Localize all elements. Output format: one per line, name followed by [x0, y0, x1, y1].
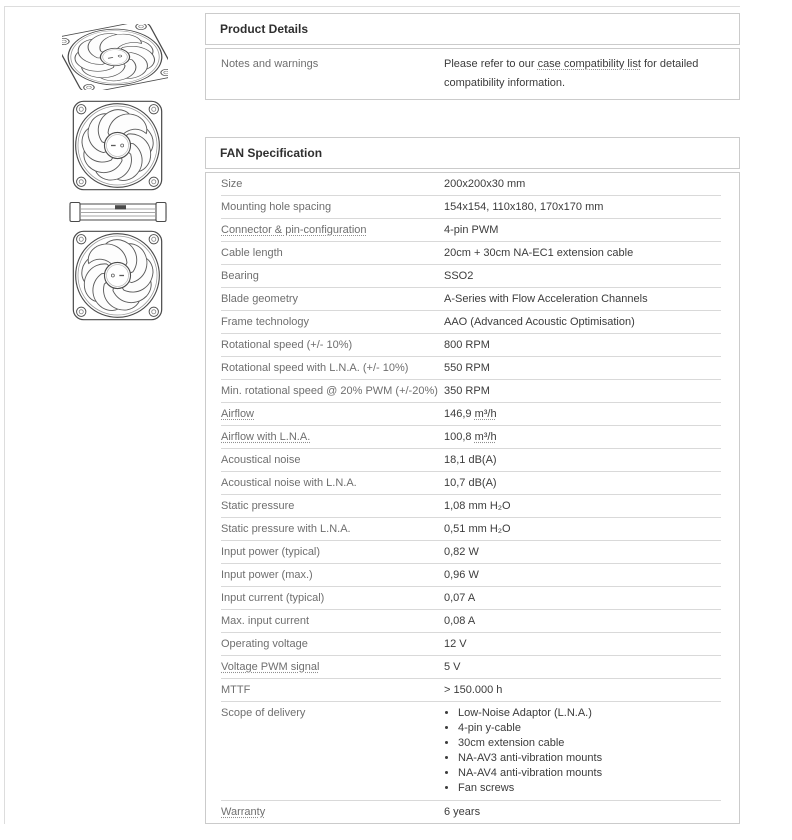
delivery-item: • 30cm extension cable	[458, 736, 721, 751]
spec-row	[221, 564, 721, 587]
spec-label-cell	[221, 357, 444, 379]
spec-value-cell	[444, 702, 721, 800]
product-details-body	[205, 48, 740, 100]
value-text: 6 years	[444, 806, 481, 818]
spec-value-cell	[444, 495, 721, 517]
spec-row	[221, 311, 721, 334]
spec-value-cell	[444, 449, 721, 471]
spec-value-cell	[444, 403, 721, 425]
value-text: 5 V	[444, 661, 461, 673]
value-text: for detailed compatibility information.	[444, 58, 699, 89]
spec-value-cell	[444, 242, 721, 264]
section-title: Product Details	[220, 22, 309, 36]
spec-label: Static pressure with L.N.A.	[221, 523, 351, 535]
fan-specification-header	[205, 137, 740, 169]
spec-value-cell	[444, 173, 721, 195]
spec-row	[221, 518, 721, 541]
spec-label: Bearing	[221, 270, 259, 282]
spec-label: Rotational speed with L.N.A. (+/- 10%)	[221, 362, 409, 374]
spec-row	[221, 495, 721, 518]
value-text: > 150.000 h	[444, 684, 503, 696]
value-text: 20cm + 30cm NA-EC1 extension cable	[444, 247, 634, 259]
spec-row	[221, 679, 721, 702]
value-text: 154x154, 110x180, 170x170 mm	[444, 201, 604, 213]
spec-row	[221, 472, 721, 495]
spec-row	[221, 587, 721, 610]
spec-label-tooltip-link[interactable]: Warranty	[221, 806, 266, 818]
spec-label-tooltip-link[interactable]: Airflow	[221, 408, 255, 420]
spec-label-cell	[221, 311, 444, 333]
spec-row	[221, 380, 721, 403]
spec-label: Notes and warnings	[221, 58, 319, 70]
delivery-item: • NA-AV4 anti-vibration mounts	[458, 766, 721, 781]
value-text: 18,1 dB(A)	[444, 454, 497, 466]
value-text: 100,8	[444, 431, 475, 443]
spec-value-cell	[444, 55, 721, 93]
value-text: 550 RPM	[444, 362, 490, 374]
spec-row	[221, 801, 721, 823]
value-text: 0,07 A	[444, 592, 476, 604]
spec-value-cell	[444, 633, 721, 655]
value-text: 800 RPM	[444, 339, 490, 351]
spec-label: Min. rotational speed @ 20% PWM (+/-20%)	[221, 385, 438, 397]
spec-value-cell	[444, 196, 721, 218]
value-text: A-Series with Flow Acceleration Channels	[444, 293, 648, 305]
spec-label-cell	[221, 679, 444, 701]
spec-label-cell	[221, 426, 444, 448]
spec-row	[221, 656, 721, 679]
delivery-item: • NA-AV3 anti-vibration mounts	[458, 751, 721, 766]
spec-value-cell	[444, 311, 721, 333]
spec-value-cell	[444, 219, 721, 241]
spec-label-cell	[221, 288, 444, 310]
spec-value-cell	[444, 426, 721, 448]
spec-label-tooltip-link[interactable]: Voltage PWM signal	[221, 661, 320, 673]
value-text: AAO (Advanced Acoustic Optimisation)	[444, 316, 635, 328]
fan-angled-view-icon	[62, 24, 168, 90]
spec-row	[221, 173, 721, 196]
spec-label: Mounting hole spacing	[221, 201, 332, 213]
spec-label-cell	[221, 449, 444, 471]
spec-value-cell	[444, 541, 721, 563]
value-text: 0,51 mm H₂O	[444, 523, 511, 535]
spec-row	[221, 242, 721, 265]
delivery-item: • Low-Noise Adaptor (L.N.A.)	[458, 706, 721, 721]
thumbnail-fan-angled-view[interactable]	[62, 24, 168, 90]
section-title: FAN Specification	[220, 146, 323, 160]
spec-value-cell	[444, 587, 721, 609]
spec-label: Input power (max.)	[221, 569, 313, 581]
spec-value-cell	[444, 265, 721, 287]
spec-label-cell	[221, 587, 444, 609]
spec-label: Acoustical noise	[221, 454, 301, 466]
fan-front-view-icon	[71, 99, 164, 192]
fan-back-view-icon	[71, 226, 164, 325]
value-tooltip-link[interactable]: m³/h	[474, 408, 497, 420]
spec-row	[221, 541, 721, 564]
fan-side-view-icon	[69, 201, 167, 223]
delivery-item: • Fan screws	[458, 781, 721, 796]
spec-label: Scope of delivery	[221, 707, 306, 719]
spec-row	[221, 449, 721, 472]
product-details-header	[205, 13, 740, 45]
delivery-list	[444, 706, 721, 796]
spec-label-cell	[221, 334, 444, 356]
spec-row	[221, 334, 721, 357]
spec-label: Operating voltage	[221, 638, 308, 650]
spec-row	[221, 288, 721, 311]
spec-label-cell	[221, 265, 444, 287]
product-details-section	[205, 13, 740, 100]
spec-row	[221, 357, 721, 380]
spec-value-cell	[444, 679, 721, 701]
spec-label-cell	[221, 564, 444, 586]
spec-label-tooltip-link[interactable]: Airflow with L.N.A.	[221, 431, 311, 443]
spec-label-cell	[221, 633, 444, 655]
value-tooltip-link[interactable]: m³/h	[474, 431, 497, 443]
spec-label-cell	[221, 610, 444, 632]
value-text: 350 RPM	[444, 385, 490, 397]
spec-label: Input current (typical)	[221, 592, 325, 604]
spec-value-cell	[444, 518, 721, 540]
value-text: 1,08 mm H₂O	[444, 500, 511, 512]
spec-value-cell	[444, 357, 721, 379]
spec-label-cell	[221, 196, 444, 218]
spec-label-cell	[221, 541, 444, 563]
spec-value-cell	[444, 288, 721, 310]
spec-label-cell	[221, 380, 444, 402]
spec-label-cell	[221, 403, 444, 425]
spec-row	[221, 610, 721, 633]
spec-label-cell	[221, 702, 444, 724]
spec-value-cell	[444, 610, 721, 632]
spec-label-cell	[221, 173, 444, 195]
spec-label-cell	[221, 801, 444, 823]
value-text: 146,9	[444, 408, 475, 420]
spec-row	[221, 55, 721, 93]
spec-row	[221, 426, 721, 449]
spec-row	[221, 219, 721, 242]
spec-row	[221, 265, 721, 288]
spec-row	[221, 196, 721, 219]
value-tooltip-link[interactable]: case compatibility list	[537, 58, 641, 70]
value-text: Please refer to our	[444, 58, 538, 70]
spec-label: Input power (typical)	[221, 546, 321, 558]
spec-label-tooltip-link[interactable]: Connector & pin-configuration	[221, 224, 367, 236]
spec-label: MTTF	[221, 684, 251, 696]
spec-row	[221, 633, 721, 656]
spec-label: Frame technology	[221, 316, 310, 328]
value-text: 0,96 W	[444, 569, 479, 581]
fan-specification-section	[205, 137, 740, 824]
value-text: 4-pin PWM	[444, 224, 499, 236]
value-text: 12 V	[444, 638, 467, 650]
spec-label: Size	[221, 178, 243, 190]
spec-value-cell	[444, 334, 721, 356]
value-text: 0,82 W	[444, 546, 479, 558]
spec-row	[221, 403, 721, 426]
spec-label: Blade geometry	[221, 293, 299, 305]
thumbnail-fan-side-view[interactable]	[69, 201, 167, 223]
value-text: SSO2	[444, 270, 474, 282]
spec-label: Static pressure	[221, 500, 295, 512]
spec-label: Rotational speed (+/- 10%)	[221, 339, 353, 351]
value-text: 10,7 dB(A)	[444, 477, 497, 489]
spec-value-cell	[444, 380, 721, 402]
delivery-item: • 4-pin y-cable	[458, 721, 721, 736]
spec-value-cell	[444, 656, 721, 678]
spec-label-cell	[221, 518, 444, 540]
spec-label: Cable length	[221, 247, 283, 259]
spec-label-cell	[221, 55, 444, 74]
spec-label: Acoustical noise with L.N.A.	[221, 477, 357, 489]
thumbnail-fan-front-view[interactable]	[71, 99, 164, 192]
spec-value-cell	[444, 801, 721, 823]
spec-label-cell	[221, 656, 444, 678]
spec-label-cell	[221, 219, 444, 241]
spec-label: Max. input current	[221, 615, 310, 627]
value-text: 200x200x30 mm	[444, 178, 526, 190]
main-content	[205, 13, 740, 824]
value-text: 0,08 A	[444, 615, 476, 627]
thumbnail-fan-back-view[interactable]	[71, 226, 164, 325]
spec-row	[221, 702, 721, 801]
spec-label-cell	[221, 472, 444, 494]
spec-label-cell	[221, 495, 444, 517]
spec-value-cell	[444, 472, 721, 494]
spec-label-cell	[221, 242, 444, 264]
spec-value-cell	[444, 564, 721, 586]
fan-specification-body	[205, 172, 740, 824]
